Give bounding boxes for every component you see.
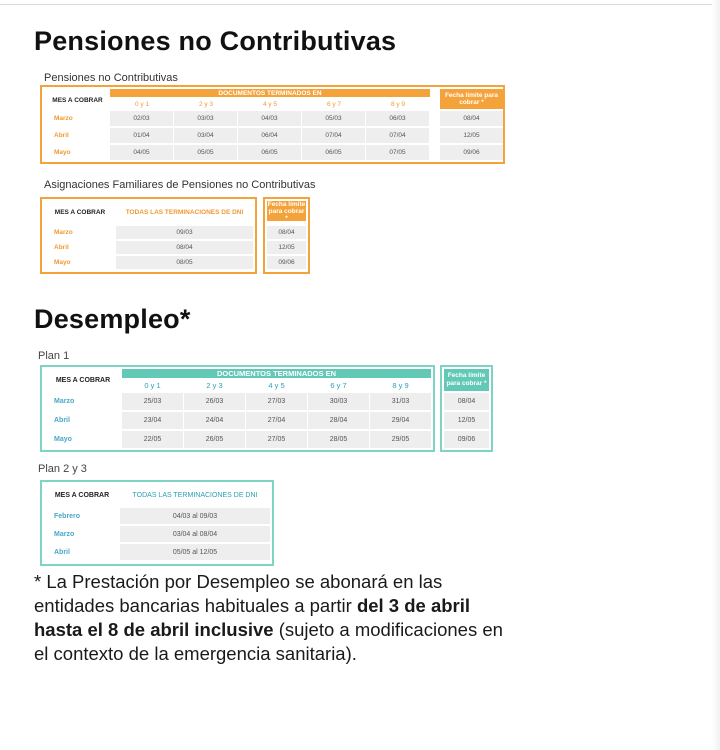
pensiones-fecha-cell: 12/05 [440, 128, 503, 143]
note-text-part1: * La Prestación por Desempleo se abonará en las entidades bancarias habituales a partir [34, 571, 443, 616]
pensiones-cell: 06/05 [238, 145, 301, 160]
pensiones-row-mes: Abril [54, 132, 69, 139]
plan1-cell: 27/05 [246, 431, 307, 448]
pensiones-subtitle: Pensiones no Contributivas [44, 72, 178, 84]
asignaciones-row-mes: Marzo [54, 229, 73, 236]
asignaciones-row-mes: Abril [54, 244, 69, 251]
asignaciones-fecha-cell: 09/06 [267, 256, 306, 269]
pensiones-mes-header: MES A COBRAR [52, 96, 103, 104]
pensiones-cell: 02/03 [110, 111, 173, 126]
plan23-todas-header: TODAS LAS TERMINACIONES DE DNI [132, 491, 258, 499]
plan23-row-mes: Marzo [54, 530, 75, 538]
plan1-cell: 28/05 [308, 431, 369, 448]
plan1-mes-header: MES A COBRAR [55, 376, 111, 384]
asignaciones-cell: 08/04 [116, 241, 253, 254]
note-text-part2: (sujeto a modificaciones en el contexto de la emergencia sanitaria). [34, 619, 503, 664]
plan23-subtitle: Plan 2 y 3 [38, 463, 87, 475]
pensiones-cell: 03/04 [174, 128, 237, 143]
pensiones-cell: 06/03 [366, 111, 429, 126]
plan1-table [40, 365, 435, 452]
plan1-cell: 27/04 [246, 412, 307, 429]
asignaciones-subtitle: Asignaciones Familiares de Pensiones no Contributivas [44, 179, 316, 191]
note-text-bold: del 3 de abril hasta el 8 de abril inclusive [34, 595, 471, 640]
pensiones-fecha-cell: 08/04 [440, 111, 503, 126]
asignaciones-mes-header: MES A COBRAR [54, 208, 106, 216]
pensiones-cell: 07/05 [366, 145, 429, 160]
asignaciones-cell: 09/03 [116, 226, 253, 239]
pensiones-cell: 05/05 [174, 145, 237, 160]
pensiones-table [40, 85, 505, 164]
plan1-docs-header: DOCUMENTOS TERMINADOS EN [122, 369, 431, 378]
plan1-row-mes: Mayo [54, 436, 72, 443]
plan1-cell: 28/04 [308, 412, 369, 429]
asignaciones-todas-header: TODAS LAS TERMINACIONES DE DNI [125, 208, 244, 216]
asignaciones-fecha-cell: 12/05 [267, 241, 306, 254]
plan1-cell: 29/04 [370, 412, 431, 429]
top-divider [0, 4, 720, 5]
plan23-row-mes: Abril [54, 548, 70, 556]
plan1-cell: 26/05 [184, 431, 245, 448]
section-title-pensiones: Pensiones no Contributivas [34, 26, 397, 56]
plan1-fecha-cell: 08/04 [444, 393, 489, 410]
plan1-fecha-header: Fecha límite para cobrar * [444, 369, 489, 391]
pensiones-docs-header: DOCUMENTOS TERMINADOS EN [110, 89, 430, 97]
plan1-col-header: 2 y 3 [206, 380, 223, 390]
desempleo-note [34, 570, 514, 666]
plan1-cell: 22/05 [122, 431, 183, 448]
pensiones-col-header: 8 y 9 [390, 100, 406, 108]
pensiones-cell: 04/05 [110, 145, 173, 160]
pensiones-col-header: 0 y 1 [134, 100, 150, 108]
pensiones-cell: 05/03 [302, 111, 365, 126]
plan23-table [40, 480, 274, 566]
pensiones-row-mes: Marzo [54, 115, 73, 122]
plan1-cell: 26/03 [184, 393, 245, 410]
plan1-cell: 30/03 [308, 393, 369, 410]
plan1-cell: 27/03 [246, 393, 307, 410]
plan1-row-mes: Marzo [54, 398, 75, 405]
plan23-cell: 04/03 al 09/03 [120, 508, 270, 524]
plan23-row-mes: Febrero [54, 512, 81, 520]
plan1-col-header: 8 y 9 [392, 380, 409, 390]
pensiones-fecha-header: Fecha límite para cobrar * [440, 89, 503, 109]
right-edge-shade [712, 0, 720, 750]
asignaciones-table [40, 197, 257, 274]
pensiones-cell: 07/04 [302, 128, 365, 143]
plan1-fecha-cell: 12/05 [444, 412, 489, 429]
pensiones-col-header: 2 y 3 [198, 100, 214, 108]
plan1-cell: 25/03 [122, 393, 183, 410]
pensiones-cell: 04/03 [238, 111, 301, 126]
plan1-cell: 23/04 [122, 412, 183, 429]
plan1-cell: 24/04 [184, 412, 245, 429]
plan1-fecha-table [440, 365, 493, 452]
pensiones-col-header: 6 y 7 [326, 100, 342, 108]
plan1-cell: 29/05 [370, 431, 431, 448]
plan23-cell: 05/05 al 12/05 [120, 544, 270, 560]
pensiones-cell: 07/04 [366, 128, 429, 143]
asignaciones-fecha-header: Fecha límite para cobrar * [267, 200, 306, 222]
asignaciones-cell: 08/05 [116, 256, 253, 269]
pensiones-fecha-cell: 09/06 [440, 145, 503, 160]
pensiones-cell: 03/03 [174, 111, 237, 126]
pensiones-row-mes: Mayo [54, 149, 71, 156]
pensiones-col-header: 4 y 5 [262, 100, 278, 108]
asignaciones-row-mes: Mayo [54, 259, 71, 266]
pensiones-cell: 06/05 [302, 145, 365, 160]
plan1-col-header: 0 y 1 [144, 380, 161, 390]
plan1-cell: 31/03 [370, 393, 431, 410]
plan23-cell: 03/04 al 08/04 [120, 526, 270, 542]
section-title-desempleo: Desempleo* [34, 304, 191, 334]
asignaciones-fecha-table [263, 197, 310, 274]
plan1-fecha-cell: 09/06 [444, 431, 489, 448]
pensiones-cell: 01/04 [110, 128, 173, 143]
plan23-mes-header: MES A COBRAR [54, 491, 110, 499]
pensiones-cell: 06/04 [238, 128, 301, 143]
plan1-col-header: 6 y 7 [330, 380, 347, 390]
plan1-row-mes: Abril [54, 417, 70, 424]
plan1-col-header: 4 y 5 [268, 380, 285, 390]
asignaciones-fecha-cell: 08/04 [267, 226, 306, 239]
plan1-subtitle: Plan 1 [38, 350, 70, 362]
